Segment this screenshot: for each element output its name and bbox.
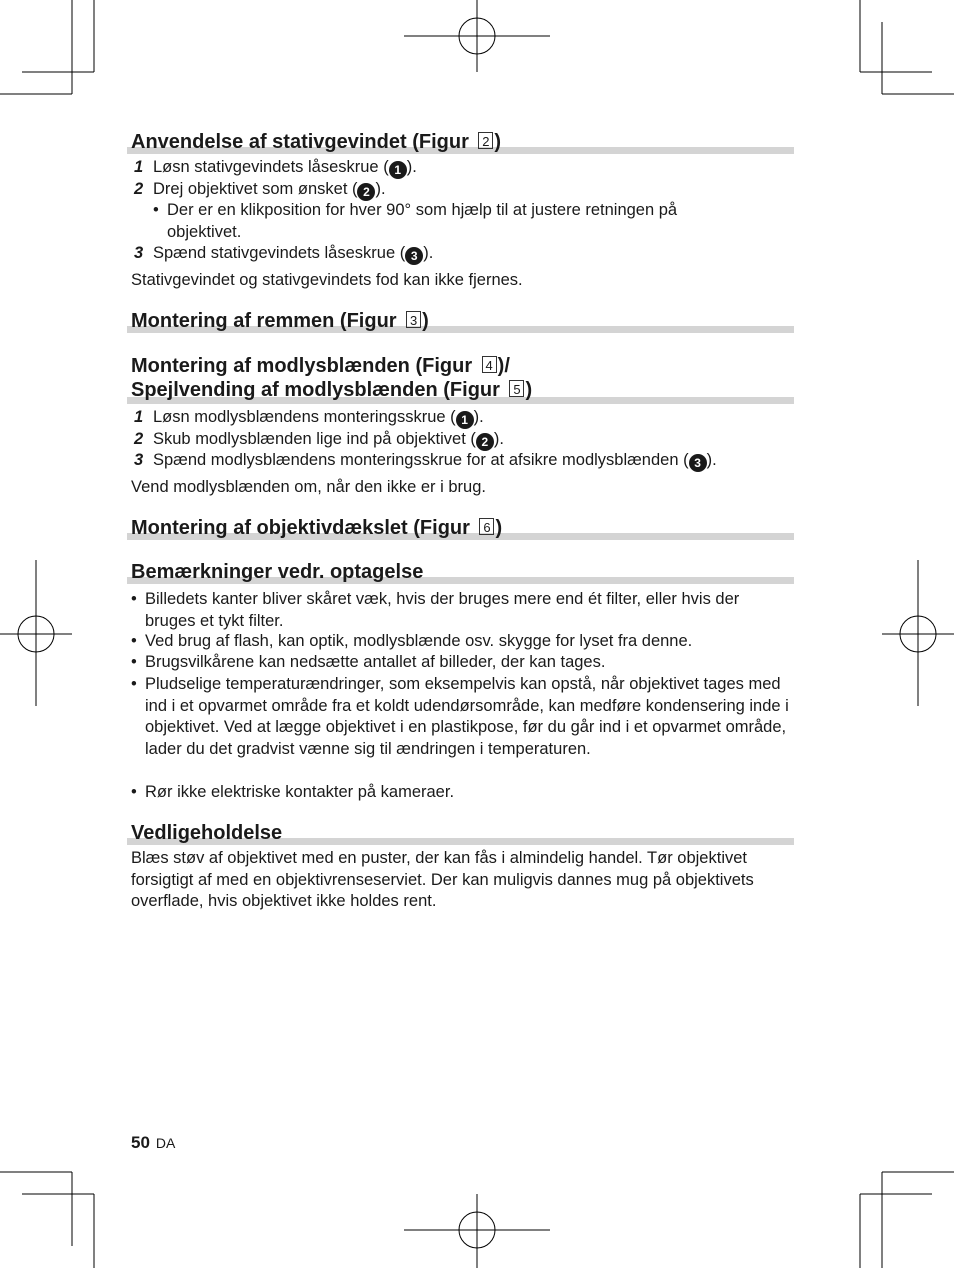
figure-number-box: 5 [509,380,524,397]
page-footer [131,1133,175,1153]
figure-number-box: 2 [478,132,493,149]
circled-number-icon: 3 [689,454,707,472]
heading-lens-hood: Montering af modlysblænden (Figur 4 )/ Spejlvending af modlysblænden (Figur 5 ) [127,354,794,404]
note-text: Stativgevindet og stativgevindets fod kan ikke fjernes. [131,271,523,289]
page-number: 50 [131,1133,150,1152]
language-code: DA [155,1135,176,1151]
circled-number-icon: 1 [456,411,474,429]
heading-maintenance: Vedligeholdelse [127,821,794,845]
circled-number-icon: 2 [357,183,375,201]
heading-shooting-notes: Bemærkninger vedr. optagelse [127,560,794,584]
heading-tripod-mount: Anvendelse af stativgevindet (Figur 2 ) [127,130,794,154]
figure-number-box: 3 [406,311,421,328]
circled-number-icon: 3 [405,247,423,265]
circled-number-icon: 2 [476,433,494,451]
heading-lens-cap: Montering af objektivdækslet (Figur 6 ) [127,516,794,540]
maintenance-text: Blæs støv af objektivet med en puster, der kan fås i almindelig handel. Tør objektivet forsigtigt af med en objektivrenseserviet. Der kan muligvis dannes mug på objektivets overflade, hvis objektivet ikke holdes rent. [131,849,754,910]
heading-strap: Montering af remmen (Figur 3 ) [127,309,794,333]
figure-number-box: 6 [479,518,494,535]
figure-number-box: 4 [482,356,497,373]
note-text: Vend modlysblænden om, når den ikke er i brug. [131,478,486,496]
circled-number-icon: 1 [389,161,407,179]
